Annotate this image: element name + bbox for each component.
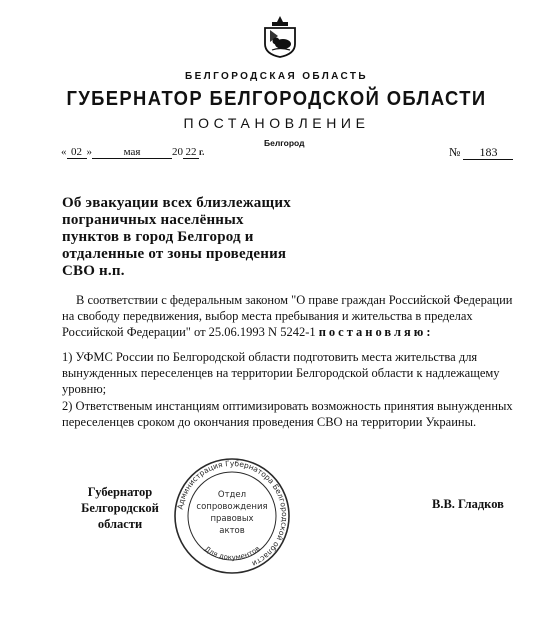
position-line-1: Губернатор bbox=[87, 485, 153, 499]
item-2-text: 2) Ответственым инстанциям оптимизировать возможность принятия вынужденных переселенцев сроком до окончания проведения СВО на территории Украины. bbox=[62, 399, 513, 429]
stamp-outer-text: Администрация Губернатора Белгородской области bbox=[175, 458, 290, 569]
position-line-2: Белгородской области bbox=[81, 501, 159, 531]
stamp-inner-line-1: Отдел bbox=[217, 490, 247, 500]
item-1-text: 1) УФМС России по Белгородской области подготовить места жительства для вынужденных переселенцев на территории Белгородской области к надлежащему уровню; bbox=[62, 350, 500, 396]
decree-number bbox=[449, 145, 513, 160]
stamp-bottom-text: Для документов bbox=[202, 544, 262, 562]
resolve-word: постановляю: bbox=[318, 325, 434, 339]
svg-text:Для документов bbox=[203, 545, 262, 562]
date-close-quote: » bbox=[86, 146, 92, 158]
coat-of-arms-icon bbox=[262, 14, 298, 58]
signatory-name: В.В. Гладков bbox=[432, 497, 504, 511]
stamp-inner-line-3: правовых bbox=[210, 514, 254, 524]
preamble-paragraph bbox=[62, 292, 520, 340]
preamble-text: В соответствии с федеральным законом "О праве граждан Российской Федерации на свободу передвижения, выбор места пребывания и жительства в пределах Российской Федерации" от 25.06.1993 N 5242-1 bbox=[62, 293, 513, 339]
official-stamp bbox=[172, 456, 292, 576]
decree-title bbox=[62, 195, 312, 280]
title-line: пунктов в город Белгород и bbox=[62, 229, 254, 245]
document-type: ПОСТАНОВЛЕНИЕ bbox=[183, 115, 370, 131]
number-value: 183 bbox=[463, 146, 513, 160]
item-1 bbox=[62, 349, 520, 397]
title-line: отдаленные от зоны проведения bbox=[62, 246, 287, 262]
date-open-quote: « bbox=[61, 146, 67, 158]
date-year-prefix: 20 bbox=[172, 146, 183, 158]
region-name: БЕЛГОРОДСКАЯ ОБЛАСТЬ bbox=[185, 71, 368, 82]
decree-date bbox=[61, 146, 204, 159]
item-2 bbox=[62, 398, 520, 430]
date-month: мая bbox=[92, 146, 172, 159]
signatory-position bbox=[60, 484, 180, 532]
stamp-inner-line-2: сопровождения bbox=[196, 502, 268, 512]
stamp-inner-line-4: актов bbox=[219, 526, 245, 536]
city-name: Белгород bbox=[264, 138, 305, 148]
title-line: Об эвакуации всех близлежащих bbox=[62, 195, 291, 211]
number-sign: № bbox=[449, 145, 461, 159]
date-day: 02 bbox=[67, 146, 87, 159]
date-year-abbr: г. bbox=[199, 147, 205, 157]
title-line: пограничных населённых bbox=[62, 212, 244, 228]
title-line: СВО н.п. bbox=[62, 263, 125, 279]
governor-heading: ГУБЕРНАТОР БЕЛГОРОДСКОЙ ОБЛАСТИ bbox=[66, 88, 487, 110]
date-year-suffix: 22 bbox=[183, 146, 199, 159]
